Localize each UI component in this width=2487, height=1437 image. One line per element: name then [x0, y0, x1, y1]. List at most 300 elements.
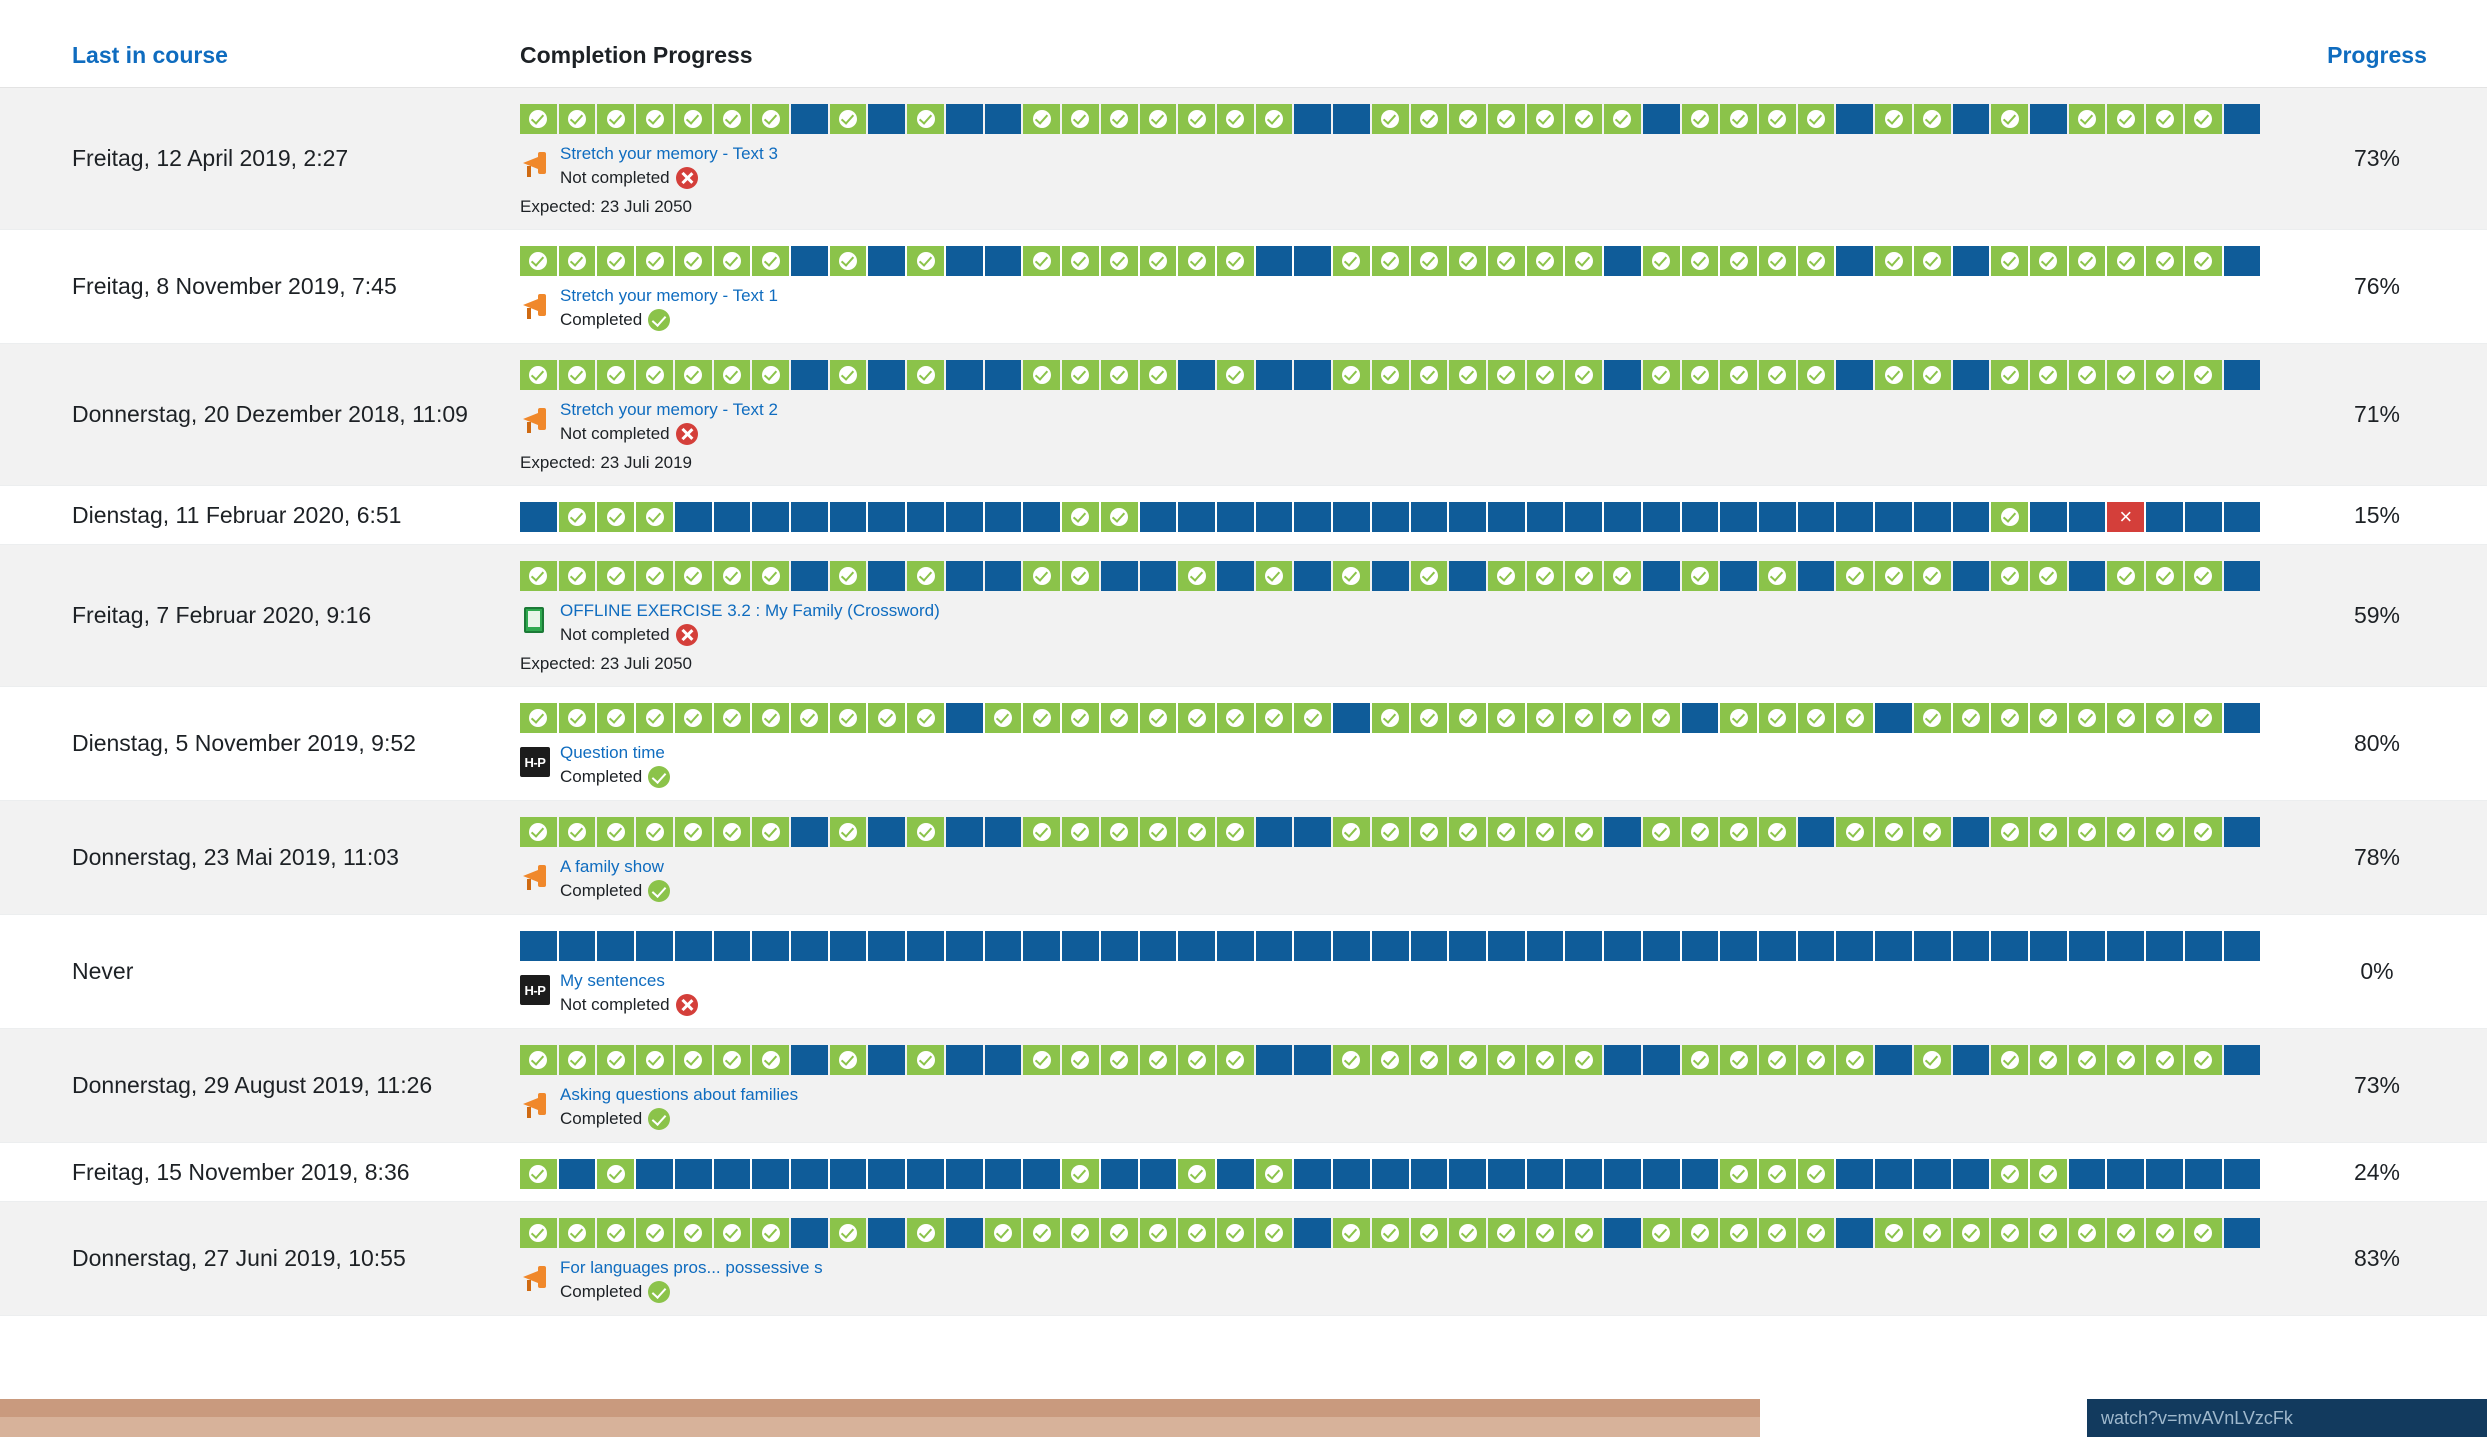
progress-segment-complete[interactable] [1527, 817, 1564, 847]
progress-segment-complete[interactable] [1991, 1045, 2028, 1075]
progress-segment-incomplete[interactable] [1604, 360, 1641, 390]
progress-segment-incomplete[interactable] [868, 360, 905, 390]
progress-segment-complete[interactable] [1488, 246, 1525, 276]
progress-segment-incomplete[interactable] [1178, 360, 1215, 390]
progress-segment-complete[interactable] [636, 817, 673, 847]
progress-segment-incomplete[interactable] [2146, 1159, 2183, 1189]
progress-bar[interactable] [520, 360, 2260, 390]
progress-segment-complete[interactable] [2185, 1218, 2222, 1248]
progress-segment-complete[interactable] [1178, 1218, 1215, 1248]
progress-segment-complete[interactable] [559, 703, 596, 733]
progress-segment-incomplete[interactable] [714, 1159, 751, 1189]
progress-segment-complete[interactable] [1062, 104, 1099, 134]
progress-segment-incomplete[interactable] [985, 1159, 1022, 1189]
progress-segment-complete[interactable] [907, 104, 944, 134]
progress-segment-incomplete[interactable] [2107, 931, 2144, 961]
progress-segment-complete[interactable] [791, 703, 828, 733]
progress-segment-incomplete[interactable] [559, 931, 596, 961]
progress-segment-complete[interactable] [520, 246, 557, 276]
progress-segment-incomplete[interactable] [1449, 1159, 1486, 1189]
progress-segment-complete[interactable] [752, 703, 789, 733]
progress-segment-complete[interactable] [1527, 1218, 1564, 1248]
progress-segment-complete[interactable] [1914, 246, 1951, 276]
progress-segment-complete[interactable] [714, 817, 751, 847]
progress-segment-complete[interactable] [1875, 1218, 1912, 1248]
progress-segment-complete[interactable] [830, 817, 867, 847]
progress-segment-complete[interactable] [559, 1045, 596, 1075]
progress-segment-complete[interactable] [520, 561, 557, 591]
progress-segment-complete[interactable] [1140, 104, 1177, 134]
progress-segment-complete[interactable] [1488, 703, 1525, 733]
progress-segment-incomplete[interactable] [985, 931, 1022, 961]
progress-segment-complete[interactable] [752, 817, 789, 847]
progress-segment-incomplete[interactable] [1294, 931, 1331, 961]
progress-segment-complete[interactable] [1798, 1218, 1835, 1248]
progress-segment-complete[interactable] [1101, 1045, 1138, 1075]
progress-bar[interactable] [520, 1159, 2260, 1189]
progress-segment-incomplete[interactable] [1836, 246, 1873, 276]
progress-segment-complete[interactable] [1798, 104, 1835, 134]
progress-segment-incomplete[interactable] [791, 104, 828, 134]
progress-segment-incomplete[interactable] [1798, 502, 1835, 532]
progress-segment-complete[interactable] [1217, 360, 1254, 390]
progress-segment-complete[interactable] [830, 246, 867, 276]
progress-segment-complete[interactable] [559, 360, 596, 390]
progress-bar[interactable] [520, 561, 2260, 591]
progress-segment-incomplete[interactable] [1294, 817, 1331, 847]
progress-segment-incomplete[interactable] [1953, 104, 1990, 134]
progress-segment-incomplete[interactable] [1023, 502, 1060, 532]
progress-segment-incomplete[interactable] [1720, 502, 1757, 532]
progress-segment-complete[interactable] [1720, 703, 1757, 733]
progress-segment-incomplete[interactable] [985, 104, 1022, 134]
progress-segment-incomplete[interactable] [1682, 703, 1719, 733]
progress-segment-complete[interactable] [1140, 1218, 1177, 1248]
progress-segment-complete[interactable] [1604, 561, 1641, 591]
activity-link[interactable]: Stretch your memory - Text 2 [560, 400, 778, 419]
progress-segment-complete[interactable] [1720, 1159, 1757, 1189]
progress-segment-incomplete[interactable] [830, 1159, 867, 1189]
progress-segment-incomplete[interactable] [1372, 1159, 1409, 1189]
progress-segment-incomplete[interactable] [2224, 561, 2261, 591]
progress-segment-complete[interactable] [1372, 1218, 1409, 1248]
progress-segment-incomplete[interactable] [946, 931, 983, 961]
progress-segment-complete[interactable] [1488, 360, 1525, 390]
progress-segment-complete[interactable] [1643, 817, 1680, 847]
progress-segment-complete[interactable] [1759, 817, 1796, 847]
progress-segment-complete[interactable] [1411, 104, 1448, 134]
activity-link[interactable]: For languages pros... possessive s [560, 1258, 823, 1277]
progress-segment-incomplete[interactable] [1953, 1159, 1990, 1189]
progress-segment-complete[interactable] [1565, 1045, 1602, 1075]
progress-segment-complete[interactable] [714, 1218, 751, 1248]
progress-segment-incomplete[interactable] [907, 1159, 944, 1189]
progress-segment-complete[interactable] [1604, 104, 1641, 134]
progress-segment-complete[interactable] [2030, 1218, 2067, 1248]
progress-segment-incomplete[interactable] [1604, 1218, 1641, 1248]
progress-segment-complete[interactable] [1527, 1045, 1564, 1075]
progress-segment-complete[interactable] [1023, 1045, 1060, 1075]
progress-segment-complete[interactable] [520, 1045, 557, 1075]
progress-segment-complete[interactable] [1101, 817, 1138, 847]
progress-segment-complete[interactable] [1759, 246, 1796, 276]
progress-bar[interactable] [520, 817, 2260, 847]
progress-segment-incomplete[interactable] [2069, 502, 2106, 532]
progress-segment-incomplete[interactable] [2224, 931, 2261, 961]
progress-segment-complete[interactable] [907, 703, 944, 733]
progress-segment-complete[interactable] [1372, 817, 1409, 847]
progress-segment-complete[interactable] [1062, 502, 1099, 532]
progress-segment-incomplete[interactable] [675, 1159, 712, 1189]
progress-segment-complete[interactable] [1798, 246, 1835, 276]
progress-segment-incomplete[interactable] [946, 817, 983, 847]
progress-segment-incomplete[interactable] [1411, 1159, 1448, 1189]
progress-segment-incomplete[interactable] [2224, 502, 2261, 532]
progress-segment-complete[interactable] [1178, 703, 1215, 733]
progress-segment-incomplete[interactable] [868, 561, 905, 591]
progress-segment-incomplete[interactable] [1023, 931, 1060, 961]
progress-segment-complete[interactable] [1875, 246, 1912, 276]
progress-segment-incomplete[interactable] [1488, 931, 1525, 961]
progress-segment-complete[interactable] [2146, 1218, 2183, 1248]
progress-segment-complete[interactable] [1488, 1045, 1525, 1075]
progress-segment-complete[interactable] [1914, 104, 1951, 134]
progress-segment-complete[interactable] [1914, 1218, 1951, 1248]
progress-segment-incomplete[interactable] [2224, 246, 2261, 276]
progress-segment-complete[interactable] [1798, 1159, 1835, 1189]
progress-segment-complete[interactable] [597, 104, 634, 134]
progress-segment-complete[interactable] [985, 703, 1022, 733]
progress-segment-complete[interactable] [675, 1218, 712, 1248]
progress-segment-complete[interactable] [1914, 817, 1951, 847]
progress-segment-complete[interactable] [1062, 703, 1099, 733]
progress-segment-complete[interactable] [1643, 360, 1680, 390]
progress-segment-complete[interactable] [1449, 817, 1486, 847]
progress-segment-complete[interactable] [1449, 104, 1486, 134]
progress-segment-incomplete[interactable] [1449, 561, 1486, 591]
progress-segment-complete[interactable] [1527, 561, 1564, 591]
progress-segment-complete[interactable] [1836, 703, 1873, 733]
progress-segment-incomplete[interactable] [1488, 502, 1525, 532]
progress-segment-incomplete[interactable] [2069, 931, 2106, 961]
progress-segment-complete[interactable] [1333, 817, 1370, 847]
progress-segment-incomplete[interactable] [1372, 502, 1409, 532]
progress-segment-incomplete[interactable] [1836, 1218, 1873, 1248]
progress-segment-complete[interactable] [1991, 703, 2028, 733]
progress-segment-incomplete[interactable] [752, 1159, 789, 1189]
progress-segment-incomplete[interactable] [1527, 502, 1564, 532]
progress-segment-complete[interactable] [1836, 1045, 1873, 1075]
progress-segment-incomplete[interactable] [2107, 1159, 2144, 1189]
progress-segment-complete[interactable] [1256, 703, 1293, 733]
progress-segment-complete[interactable] [2030, 360, 2067, 390]
progress-segment-complete[interactable] [520, 104, 557, 134]
progress-segment-incomplete[interactable] [1643, 931, 1680, 961]
progress-segment-complete[interactable] [1759, 703, 1796, 733]
progress-segment-complete[interactable] [2146, 104, 2183, 134]
progress-segment-incomplete[interactable] [1953, 360, 1990, 390]
progress-segment-complete[interactable] [1023, 1218, 1060, 1248]
progress-segment-complete[interactable] [1372, 360, 1409, 390]
progress-segment-complete[interactable] [1682, 817, 1719, 847]
progress-segment-incomplete[interactable] [907, 931, 944, 961]
progress-segment-incomplete[interactable] [1256, 360, 1293, 390]
progress-segment-complete[interactable] [1333, 561, 1370, 591]
progress-segment-complete[interactable] [830, 104, 867, 134]
progress-segment-incomplete[interactable] [791, 561, 828, 591]
progress-segment-incomplete[interactable] [1759, 931, 1796, 961]
progress-segment-incomplete[interactable] [985, 817, 1022, 847]
activity-link[interactable]: Asking questions about families [560, 1085, 799, 1104]
progress-segment-incomplete[interactable] [2146, 502, 2183, 532]
activity-link[interactable]: OFFLINE EXERCISE 3.2 : My Family (Crossword) [560, 601, 940, 620]
progress-segment-complete[interactable] [1217, 1045, 1254, 1075]
progress-segment-complete[interactable] [2146, 817, 2183, 847]
progress-segment-complete[interactable] [1527, 703, 1564, 733]
progress-segment-incomplete[interactable] [1140, 931, 1177, 961]
progress-segment-incomplete[interactable] [1449, 931, 1486, 961]
progress-segment-complete[interactable] [1140, 1045, 1177, 1075]
progress-segment-complete[interactable] [1488, 561, 1525, 591]
progress-segment-complete[interactable] [1101, 104, 1138, 134]
progress-segment-complete[interactable] [1101, 246, 1138, 276]
progress-segment-incomplete[interactable] [791, 1218, 828, 1248]
progress-segment-incomplete[interactable] [2030, 104, 2067, 134]
progress-segment-complete[interactable] [1643, 246, 1680, 276]
progress-segment-incomplete[interactable] [2224, 360, 2261, 390]
progress-segment-incomplete[interactable] [791, 360, 828, 390]
progress-segment-complete[interactable] [1023, 817, 1060, 847]
progress-segment-complete[interactable] [1023, 360, 1060, 390]
progress-segment-failed[interactable] [2107, 502, 2144, 532]
progress-segment-complete[interactable] [1875, 104, 1912, 134]
progress-segment-incomplete[interactable] [675, 502, 712, 532]
progress-segment-complete[interactable] [1914, 360, 1951, 390]
progress-segment-incomplete[interactable] [946, 502, 983, 532]
progress-segment-incomplete[interactable] [636, 1159, 673, 1189]
progress-segment-incomplete[interactable] [1875, 703, 1912, 733]
progress-segment-complete[interactable] [1449, 1045, 1486, 1075]
progress-bar[interactable] [520, 104, 2260, 134]
progress-segment-complete[interactable] [1875, 817, 1912, 847]
progress-segment-complete[interactable] [1991, 817, 2028, 847]
progress-segment-incomplete[interactable] [1914, 1159, 1951, 1189]
progress-segment-incomplete[interactable] [1333, 931, 1370, 961]
progress-segment-complete[interactable] [1217, 1218, 1254, 1248]
progress-segment-incomplete[interactable] [1914, 931, 1951, 961]
progress-segment-complete[interactable] [1062, 1159, 1099, 1189]
progress-segment-complete[interactable] [636, 561, 673, 591]
progress-segment-complete[interactable] [1759, 561, 1796, 591]
progress-segment-complete[interactable] [1953, 703, 1990, 733]
progress-segment-incomplete[interactable] [830, 502, 867, 532]
progress-segment-complete[interactable] [1178, 1045, 1215, 1075]
progress-segment-incomplete[interactable] [675, 931, 712, 961]
progress-bar[interactable] [520, 246, 2260, 276]
progress-segment-complete[interactable] [1759, 360, 1796, 390]
progress-segment-incomplete[interactable] [1798, 561, 1835, 591]
progress-segment-incomplete[interactable] [1527, 931, 1564, 961]
progress-segment-complete[interactable] [1411, 1045, 1448, 1075]
progress-segment-incomplete[interactable] [1836, 104, 1873, 134]
progress-segment-complete[interactable] [1682, 360, 1719, 390]
progress-segment-incomplete[interactable] [1256, 246, 1293, 276]
progress-segment-complete[interactable] [1720, 1218, 1757, 1248]
progress-segment-complete[interactable] [2030, 817, 2067, 847]
progress-segment-complete[interactable] [520, 360, 557, 390]
progress-segment-incomplete[interactable] [1062, 931, 1099, 961]
progress-segment-complete[interactable] [2069, 104, 2106, 134]
progress-segment-complete[interactable] [559, 817, 596, 847]
progress-segment-incomplete[interactable] [868, 1159, 905, 1189]
progress-segment-complete[interactable] [675, 104, 712, 134]
progress-segment-incomplete[interactable] [985, 1045, 1022, 1075]
progress-segment-incomplete[interactable] [1604, 246, 1641, 276]
progress-segment-complete[interactable] [1682, 1218, 1719, 1248]
progress-segment-incomplete[interactable] [1565, 931, 1602, 961]
progress-segment-complete[interactable] [1178, 561, 1215, 591]
progress-segment-complete[interactable] [520, 703, 557, 733]
progress-segment-incomplete[interactable] [946, 1045, 983, 1075]
progress-segment-incomplete[interactable] [1682, 1159, 1719, 1189]
progress-segment-complete[interactable] [1217, 104, 1254, 134]
progress-segment-incomplete[interactable] [1836, 502, 1873, 532]
progress-segment-complete[interactable] [1101, 360, 1138, 390]
progress-segment-complete[interactable] [675, 246, 712, 276]
progress-segment-complete[interactable] [1101, 1218, 1138, 1248]
progress-segment-complete[interactable] [1062, 561, 1099, 591]
progress-segment-complete[interactable] [597, 1218, 634, 1248]
progress-segment-incomplete[interactable] [1294, 502, 1331, 532]
progress-segment-complete[interactable] [2146, 360, 2183, 390]
progress-segment-complete[interactable] [559, 104, 596, 134]
progress-segment-complete[interactable] [2069, 817, 2106, 847]
progress-segment-complete[interactable] [2107, 1218, 2144, 1248]
progress-segment-complete[interactable] [1798, 360, 1835, 390]
progress-segment-complete[interactable] [1217, 703, 1254, 733]
progress-segment-complete[interactable] [1372, 104, 1409, 134]
progress-segment-complete[interactable] [636, 502, 673, 532]
column-header-progress[interactable]: Progress [2327, 42, 2427, 68]
progress-segment-incomplete[interactable] [1604, 931, 1641, 961]
progress-segment-complete[interactable] [1682, 246, 1719, 276]
progress-segment-incomplete[interactable] [1140, 561, 1177, 591]
progress-segment-complete[interactable] [2069, 246, 2106, 276]
progress-segment-complete[interactable] [1372, 246, 1409, 276]
progress-segment-incomplete[interactable] [791, 817, 828, 847]
progress-segment-complete[interactable] [1488, 817, 1525, 847]
progress-segment-complete[interactable] [714, 1045, 751, 1075]
progress-segment-incomplete[interactable] [2185, 931, 2222, 961]
progress-segment-incomplete[interactable] [946, 703, 983, 733]
progress-segment-complete[interactable] [1411, 561, 1448, 591]
progress-segment-incomplete[interactable] [1836, 931, 1873, 961]
progress-segment-complete[interactable] [597, 1159, 634, 1189]
progress-segment-complete[interactable] [559, 561, 596, 591]
progress-segment-incomplete[interactable] [1101, 1159, 1138, 1189]
progress-segment-complete[interactable] [2069, 360, 2106, 390]
progress-segment-incomplete[interactable] [1527, 1159, 1564, 1189]
progress-segment-incomplete[interactable] [1333, 104, 1370, 134]
progress-segment-complete[interactable] [752, 1045, 789, 1075]
progress-segment-incomplete[interactable] [985, 561, 1022, 591]
progress-segment-complete[interactable] [1411, 360, 1448, 390]
progress-segment-complete[interactable] [1411, 1218, 1448, 1248]
progress-segment-complete[interactable] [1178, 104, 1215, 134]
progress-segment-incomplete[interactable] [1643, 561, 1680, 591]
progress-segment-complete[interactable] [1991, 561, 2028, 591]
progress-segment-complete[interactable] [1759, 104, 1796, 134]
progress-segment-complete[interactable] [1411, 817, 1448, 847]
progress-segment-incomplete[interactable] [1256, 1045, 1293, 1075]
progress-segment-incomplete[interactable] [1914, 502, 1951, 532]
progress-segment-complete[interactable] [1759, 1218, 1796, 1248]
progress-segment-incomplete[interactable] [1372, 561, 1409, 591]
progress-segment-complete[interactable] [597, 360, 634, 390]
progress-segment-complete[interactable] [1256, 1218, 1293, 1248]
progress-segment-incomplete[interactable] [985, 502, 1022, 532]
progress-segment-incomplete[interactable] [1178, 931, 1215, 961]
progress-segment-complete[interactable] [1140, 360, 1177, 390]
progress-segment-complete[interactable] [597, 1045, 634, 1075]
progress-segment-complete[interactable] [597, 561, 634, 591]
progress-segment-complete[interactable] [1720, 360, 1757, 390]
progress-segment-complete[interactable] [1178, 246, 1215, 276]
progress-segment-complete[interactable] [2185, 1045, 2222, 1075]
progress-segment-incomplete[interactable] [1991, 931, 2028, 961]
progress-segment-incomplete[interactable] [868, 502, 905, 532]
progress-segment-complete[interactable] [1991, 1218, 2028, 1248]
progress-segment-incomplete[interactable] [1953, 561, 1990, 591]
progress-segment-incomplete[interactable] [752, 502, 789, 532]
progress-segment-complete[interactable] [675, 360, 712, 390]
progress-segment-complete[interactable] [714, 104, 751, 134]
progress-segment-incomplete[interactable] [946, 360, 983, 390]
progress-segment-incomplete[interactable] [2185, 502, 2222, 532]
progress-segment-incomplete[interactable] [946, 561, 983, 591]
progress-segment-incomplete[interactable] [2030, 502, 2067, 532]
progress-segment-incomplete[interactable] [907, 502, 944, 532]
activity-link[interactable]: My sentences [560, 971, 665, 990]
progress-segment-incomplete[interactable] [1256, 817, 1293, 847]
progress-segment-incomplete[interactable] [1953, 246, 1990, 276]
progress-segment-complete[interactable] [1991, 360, 2028, 390]
progress-segment-incomplete[interactable] [2069, 1159, 2106, 1189]
progress-segment-complete[interactable] [2146, 703, 2183, 733]
progress-segment-complete[interactable] [1720, 104, 1757, 134]
progress-segment-complete[interactable] [1333, 360, 1370, 390]
progress-segment-complete[interactable] [1062, 360, 1099, 390]
progress-segment-complete[interactable] [1333, 1218, 1370, 1248]
progress-segment-incomplete[interactable] [1643, 1045, 1680, 1075]
progress-segment-complete[interactable] [1565, 817, 1602, 847]
progress-segment-complete[interactable] [2030, 1045, 2067, 1075]
progress-segment-complete[interactable] [1798, 703, 1835, 733]
progress-bar[interactable] [520, 1045, 2260, 1075]
progress-segment-complete[interactable] [2107, 360, 2144, 390]
progress-segment-complete[interactable] [2069, 1045, 2106, 1075]
progress-segment-complete[interactable] [1643, 1218, 1680, 1248]
column-header-last-in-course[interactable]: Last in course [72, 42, 228, 68]
progress-segment-complete[interactable] [830, 360, 867, 390]
progress-segment-incomplete[interactable] [1294, 561, 1331, 591]
progress-segment-complete[interactable] [1449, 246, 1486, 276]
progress-segment-complete[interactable] [636, 360, 673, 390]
progress-segment-incomplete[interactable] [1836, 1159, 1873, 1189]
progress-segment-complete[interactable] [1333, 1045, 1370, 1075]
progress-segment-complete[interactable] [752, 104, 789, 134]
progress-segment-incomplete[interactable] [1411, 502, 1448, 532]
